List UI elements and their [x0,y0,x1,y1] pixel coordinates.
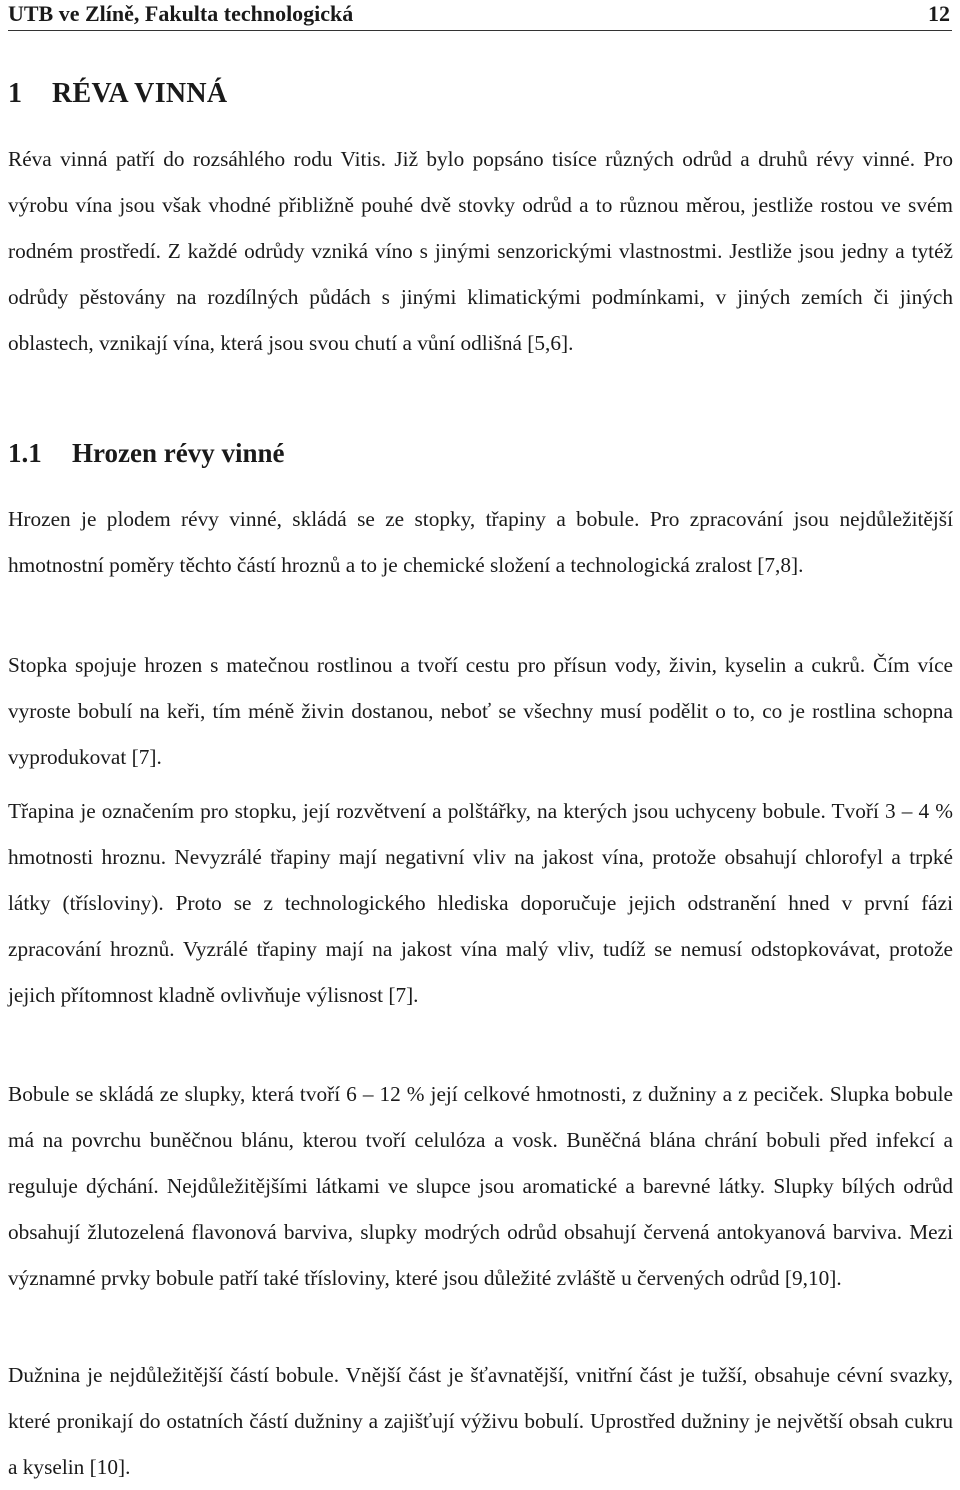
section-heading [8,438,284,469]
paragraph-hrozen: Hrozen je plodem révy vinné, skládá se ze stopky, třapiny a bobule. Pro zpracování jsou nejdůležitější hmotnostní poměry těchto částí hroznů a to je chemické složení a technologická zralost [7,8]. [8,507,953,577]
paragraph-bobule: Bobule se skládá ze slupky, která tvoří 6 – 12 % její celkové hmotnosti, z dužniny a z peciček. Slupka bobule má na povrchu buněčnou blánu, kterou tvoří celulóza a vosk. Buněčná blána chrání bobuli před infekcí a reguluje dýchání. Nejdůležitějšími látkami ve slupce jsou aromatické a barevné látky. Slupky bílých odrůd obsahují žlutozelená flavonová barviva, slupky modrých odrůd obsahují červená antokyanová barviva. Mezi významné prvky bobule patří také třísloviny, které jsou důležité zvláště u červených odrůd [9,10]. [8,1082,953,1290]
chapter-title: RÉVA VINNÁ [52,78,228,109]
section-title: Hrozen révy vinné [72,438,285,468]
paragraph-intro: Réva vinná patří do rozsáhlého rodu Vitis. Již bylo popsáno tisíce různých odrůd a druhů révy vinné. Pro výrobu vína jsou však vhodné přibližně pouhé dvě stovky odrůd a to různou měrou, jestliže rostou ve svém rodném prostředí. Z každé odrůdy vzniká víno s jinými senzorickými vlastnostmi. Jestliže jsou jedny a tytéž odrůdy pěstovány na rozdílných půdách s jinými klimatickými podmínkami, v jiných zemích či jiných oblastech, vznikají vína, která jsou svou chutí a vůní odlišná [5,6]. [8,147,953,355]
header-page-number: 12 [928,1,950,26]
chapter-number: 1 [8,78,23,109]
paragraph-trapina: Třapina je označením pro stopku, její rozvětvení a polštářky, na kterých jsou uchyceny bobule. Tvoří 3 – 4 % hmotnosti hroznu. Nevyzrálé třapiny mají negativní vliv na jakost vína, protože obsahují chlorofyl a trpké látky (třísloviny). Proto se z technologického hlediska doporučuje jejich odstranění hned v první fázi zpracování hroznů. Vyzrálé třapiny mají na jakost vína malý vliv, tudíž se nemusí odstopkovávat, protože jejich přítomnost kladně ovlivňuje výlisnost [7]. [8,799,953,1007]
running-header [8,0,952,31]
section-number: 1.1 [8,438,42,468]
chapter-heading [8,78,227,110]
paragraph-stopka: Stopka spojuje hrozen s matečnou rostlinou a tvoří cestu pro přísun vody, živin, kyselin a cukrů. Čím více vyroste bobulí na keři, tím méně živin dostanou, neboť se všechny musí podělit o to, co je rostlina schopna vyprodukovat [7]. [8,653,953,769]
header-institution: UTB ve Zlíně, Fakulta technologická [8,1,354,26]
paragraph-duznina: Dužnina je nejdůležitější částí bobule. Vnější část je šťavnatější, vnitřní část je tužší, obsahuje cévní svazky, které pronikají do ostatních částí dužniny a zajišťují výživu bobulí. Uprostřed dužniny je největší obsah cukru a kyselin [10]. [8,1363,953,1479]
